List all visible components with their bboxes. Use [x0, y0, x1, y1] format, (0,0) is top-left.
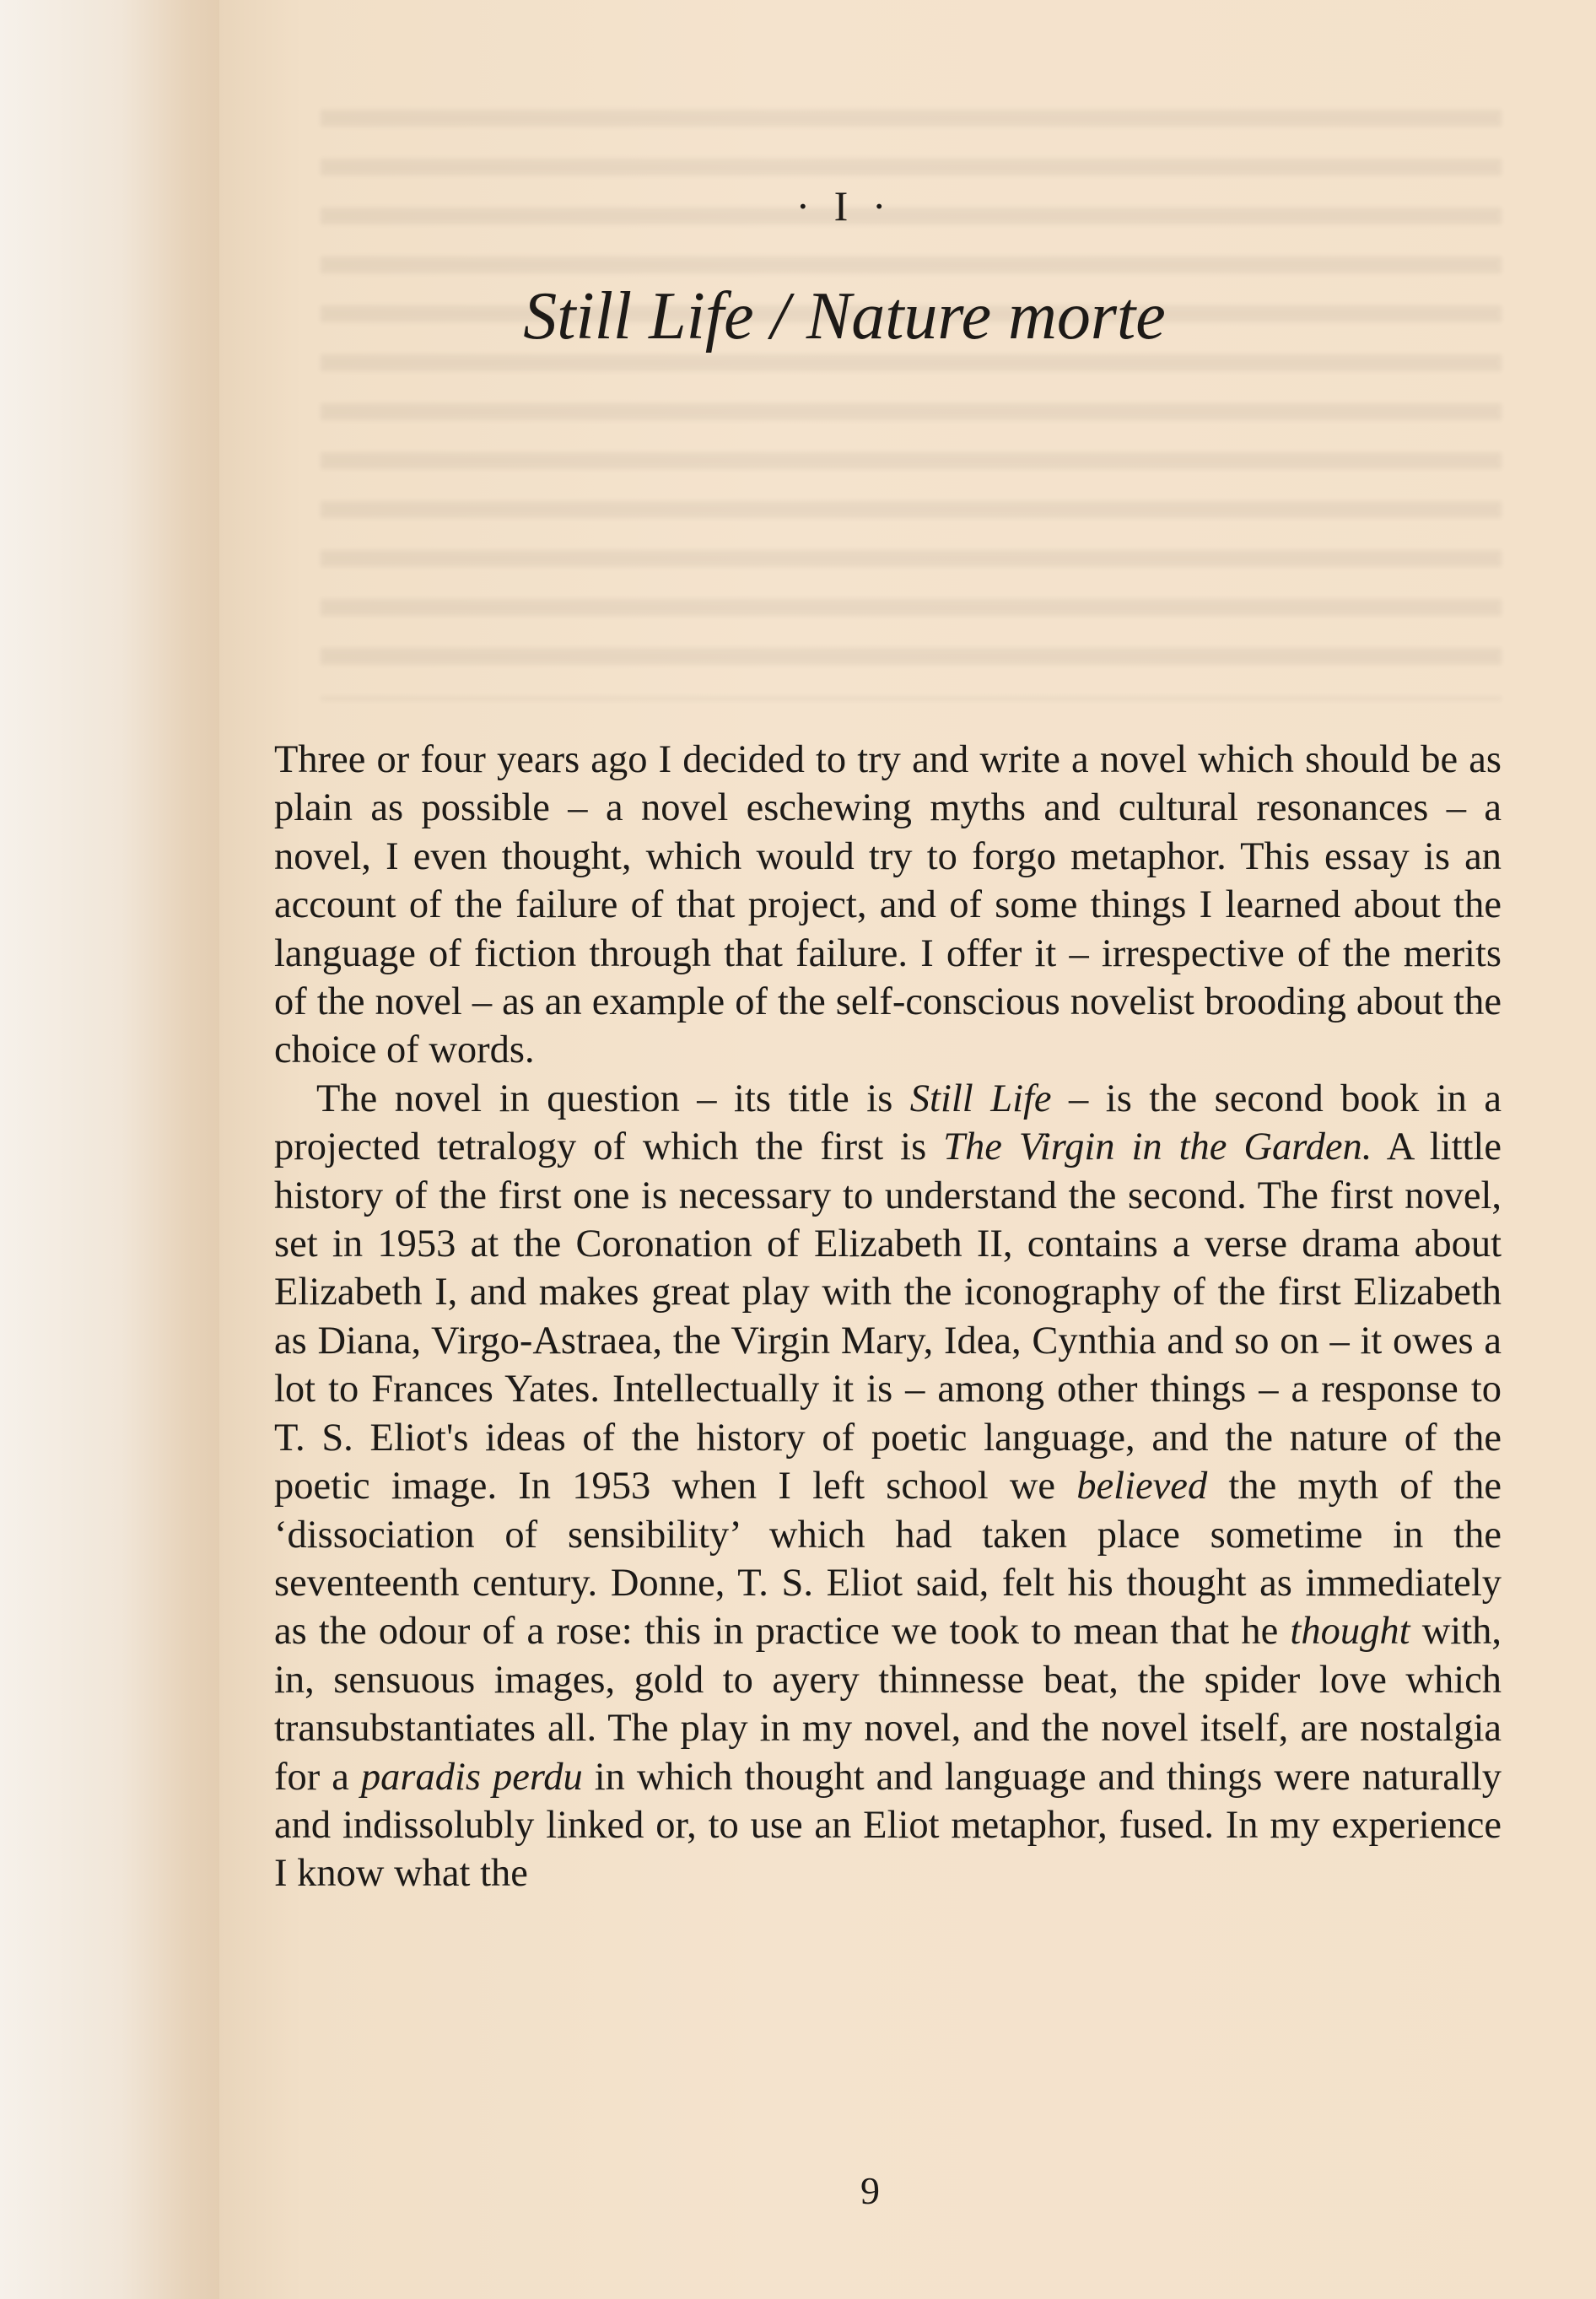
chapter-number: · I · [795, 182, 893, 229]
paragraph-2 [274, 1075, 1502, 1898]
italic-text: paradis perdu [360, 1755, 583, 1799]
text-segment: The novel in question – its title is [316, 1077, 910, 1120]
text-segment: – is the second book in a projected tetralogy of which the first is [274, 1077, 1502, 1169]
text-segment: Three or four years ago I decided to try and write a novel which should be as plain as possible – a novel eschewing myths and cultural resonances – a novel, I even thought, which would try to forgo metaphor. This essay is an account of the failure of that project, and of some things I learned about the language of fiction through that failure. I offer it – irrespective of the merits of the novel – as an example of the self-conscious novelist brooding about the choice of words. [274, 738, 1502, 1072]
italic-text: thought [1290, 1610, 1410, 1654]
italic-text: Still Life [909, 1077, 1052, 1120]
body-text [274, 736, 1502, 1898]
text-segment: in which thought and language and things were naturally and indissolubly linked or, to use an Eliot metaphor, fused. In my experience I know what the [274, 1755, 1502, 1896]
text-segment: the myth of the ‘dissociation of sensibility’ which had taken place sometime in the seventeenth century. Donne, T. S. Eliot said, felt his thought as immediately as the odour of a rose: this in practice we took to mean that he [274, 1465, 1502, 1654]
chapter-title: Still Life / Nature morte [523, 279, 1166, 353]
page-number: 9 [860, 2169, 880, 2212]
paragraph-1 [274, 736, 1502, 1075]
italic-text: The Virgin in the Garden. [943, 1125, 1372, 1169]
text-segment: with, in, sensuous images, gold to ayery thinnesse beat, the spider love which transubstantiates all. The play in my novel, and the novel itself, are nostalgia for a [274, 1610, 1502, 1799]
text-segment: A little history of the first one is necessary to understand the second. The first novel, set in 1953 at the Coronation of Elizabeth II, contains a verse drama about Elizabeth I, and makes great play with the iconography of the first Elizabeth as Diana, Virgo-Astraea, the Virgin Mary, Idea, Cynthia and so on – it owes a lot to Frances Yates. Intellectually it is – among other things – a response to T. S. Eliot's ideas of the history of poetic language, and the nature of the poetic image. In 1953 when I left school we [274, 1125, 1502, 1508]
italic-text: believed [1076, 1465, 1208, 1508]
